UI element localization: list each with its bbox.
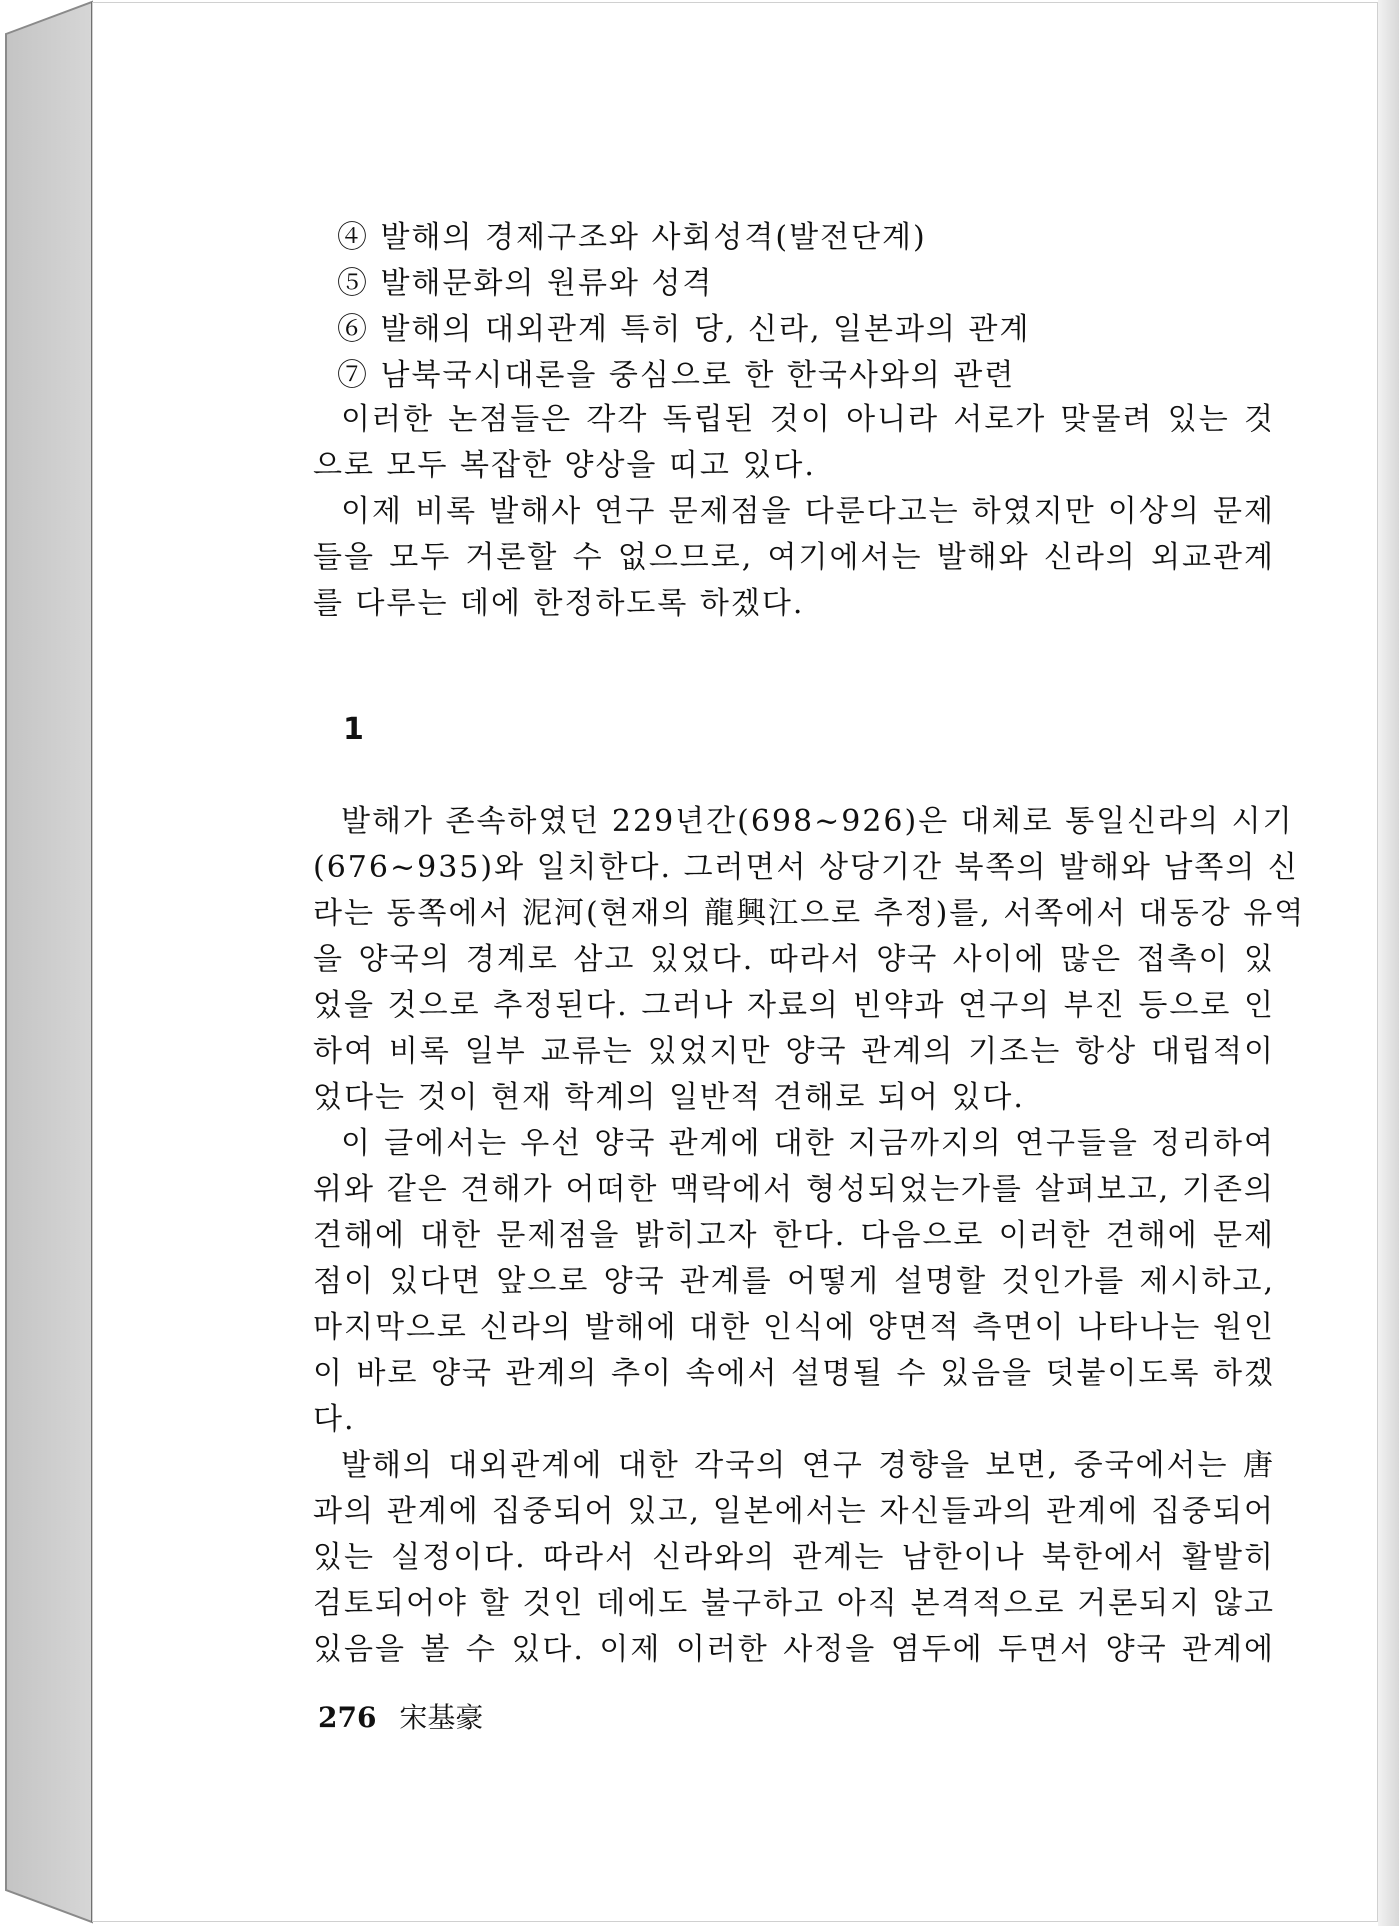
text-line: 발해의 대외관계에 대한 각국의 연구 경향을 보면, 중국에서는 唐 bbox=[341, 1448, 1275, 1483]
author-name: 宋基豪 bbox=[399, 1701, 484, 1734]
list-item: ⑤ 발해문화의 원류와 성격 bbox=[337, 266, 714, 301]
book-spine-face bbox=[6, 2, 92, 1922]
text-line: 들을 모두 거론할 수 없으므로, 여기에서는 발해와 신라의 외교관계 bbox=[313, 540, 1275, 575]
text-line: 검토되어야 할 것인 데에도 불구하고 아직 본격적으로 거론되지 않고 bbox=[313, 1586, 1275, 1621]
section-heading: 1 bbox=[343, 712, 364, 747]
page-footer bbox=[318, 1696, 483, 1736]
text-line: 이제 비록 발해사 연구 문제점을 다룬다고는 하였지만 이상의 문제 bbox=[341, 494, 1275, 529]
text-line: 이 바로 양국 관계의 추이 속에서 설명될 수 있음을 덧붙이도록 하겠 bbox=[313, 1356, 1275, 1391]
text-line: 으로 모두 복잡한 양상을 띠고 있다. bbox=[313, 448, 816, 483]
page-number: 276 bbox=[318, 1701, 377, 1734]
text-line: 위와 같은 견해가 어떠한 맥락에서 형성되었는가를 살펴보고, 기존의 bbox=[313, 1172, 1275, 1207]
text-line: 라는 동쪽에서 泥河(현재의 龍興江으로 추정)를, 서쪽에서 대동강 유역 bbox=[313, 896, 1306, 931]
page-shadow bbox=[1378, 0, 1399, 1926]
text-line: 견해에 대한 문제점을 밝히고자 한다. 다음으로 이러한 견해에 문제 bbox=[313, 1218, 1275, 1253]
text-line: 다. bbox=[313, 1402, 356, 1437]
text-line: 었을 것으로 추정된다. 그러나 자료의 빈약과 연구의 부진 등으로 인 bbox=[313, 988, 1275, 1023]
text-line: 발해가 존속하였던 229년간(698~926)은 대체로 통일신라의 시기 bbox=[341, 804, 1294, 839]
text-line: 있음을 볼 수 있다. 이제 이러한 사정을 염두에 두면서 양국 관계에 bbox=[313, 1632, 1275, 1667]
list-item: ④ 발해의 경제구조와 사회성격(발전단계) bbox=[337, 220, 927, 255]
list-item: ⑦ 남북국시대론을 중심으로 한 한국사와의 관련 bbox=[337, 358, 1016, 393]
text-line: 마지막으로 신라의 발해에 대한 인식에 양면적 측면이 나타나는 원인 bbox=[313, 1310, 1275, 1345]
text-line: 과의 관계에 집중되어 있고, 일본에서는 자신들과의 관계에 집중되어 bbox=[313, 1494, 1275, 1529]
text-line: 이러한 논점들은 각각 독립된 것이 아니라 서로가 맞물려 있는 것 bbox=[341, 402, 1275, 437]
text-line: 이 글에서는 우선 양국 관계에 대한 지금까지의 연구들을 정리하여 bbox=[341, 1126, 1275, 1161]
text-line: 있는 실정이다. 따라서 신라와의 관계는 남한이나 북한에서 활발히 bbox=[313, 1540, 1275, 1575]
text-line: 하여 비록 일부 교류는 있었지만 양국 관계의 기조는 항상 대립적이 bbox=[313, 1034, 1275, 1069]
text-line: 를 다루는 데에 한정하도록 하겠다. bbox=[313, 586, 805, 621]
text-line: (676~935)와 일치한다. 그러면서 상당기간 북쪽의 발해와 남쪽의 신 bbox=[313, 850, 1299, 885]
list-item: ⑥ 발해의 대외관계 특히 당, 신라, 일본과의 관계 bbox=[337, 312, 1031, 347]
text-line: 었다는 것이 현재 학계의 일반적 견해로 되어 있다. bbox=[313, 1080, 1025, 1115]
text-line: 을 양국의 경계로 삼고 있었다. 따라서 양국 사이에 많은 접촉이 있 bbox=[313, 942, 1275, 977]
text-line: 점이 있다면 앞으로 양국 관계를 어떻게 설명할 것인가를 제시하고, bbox=[313, 1264, 1275, 1299]
